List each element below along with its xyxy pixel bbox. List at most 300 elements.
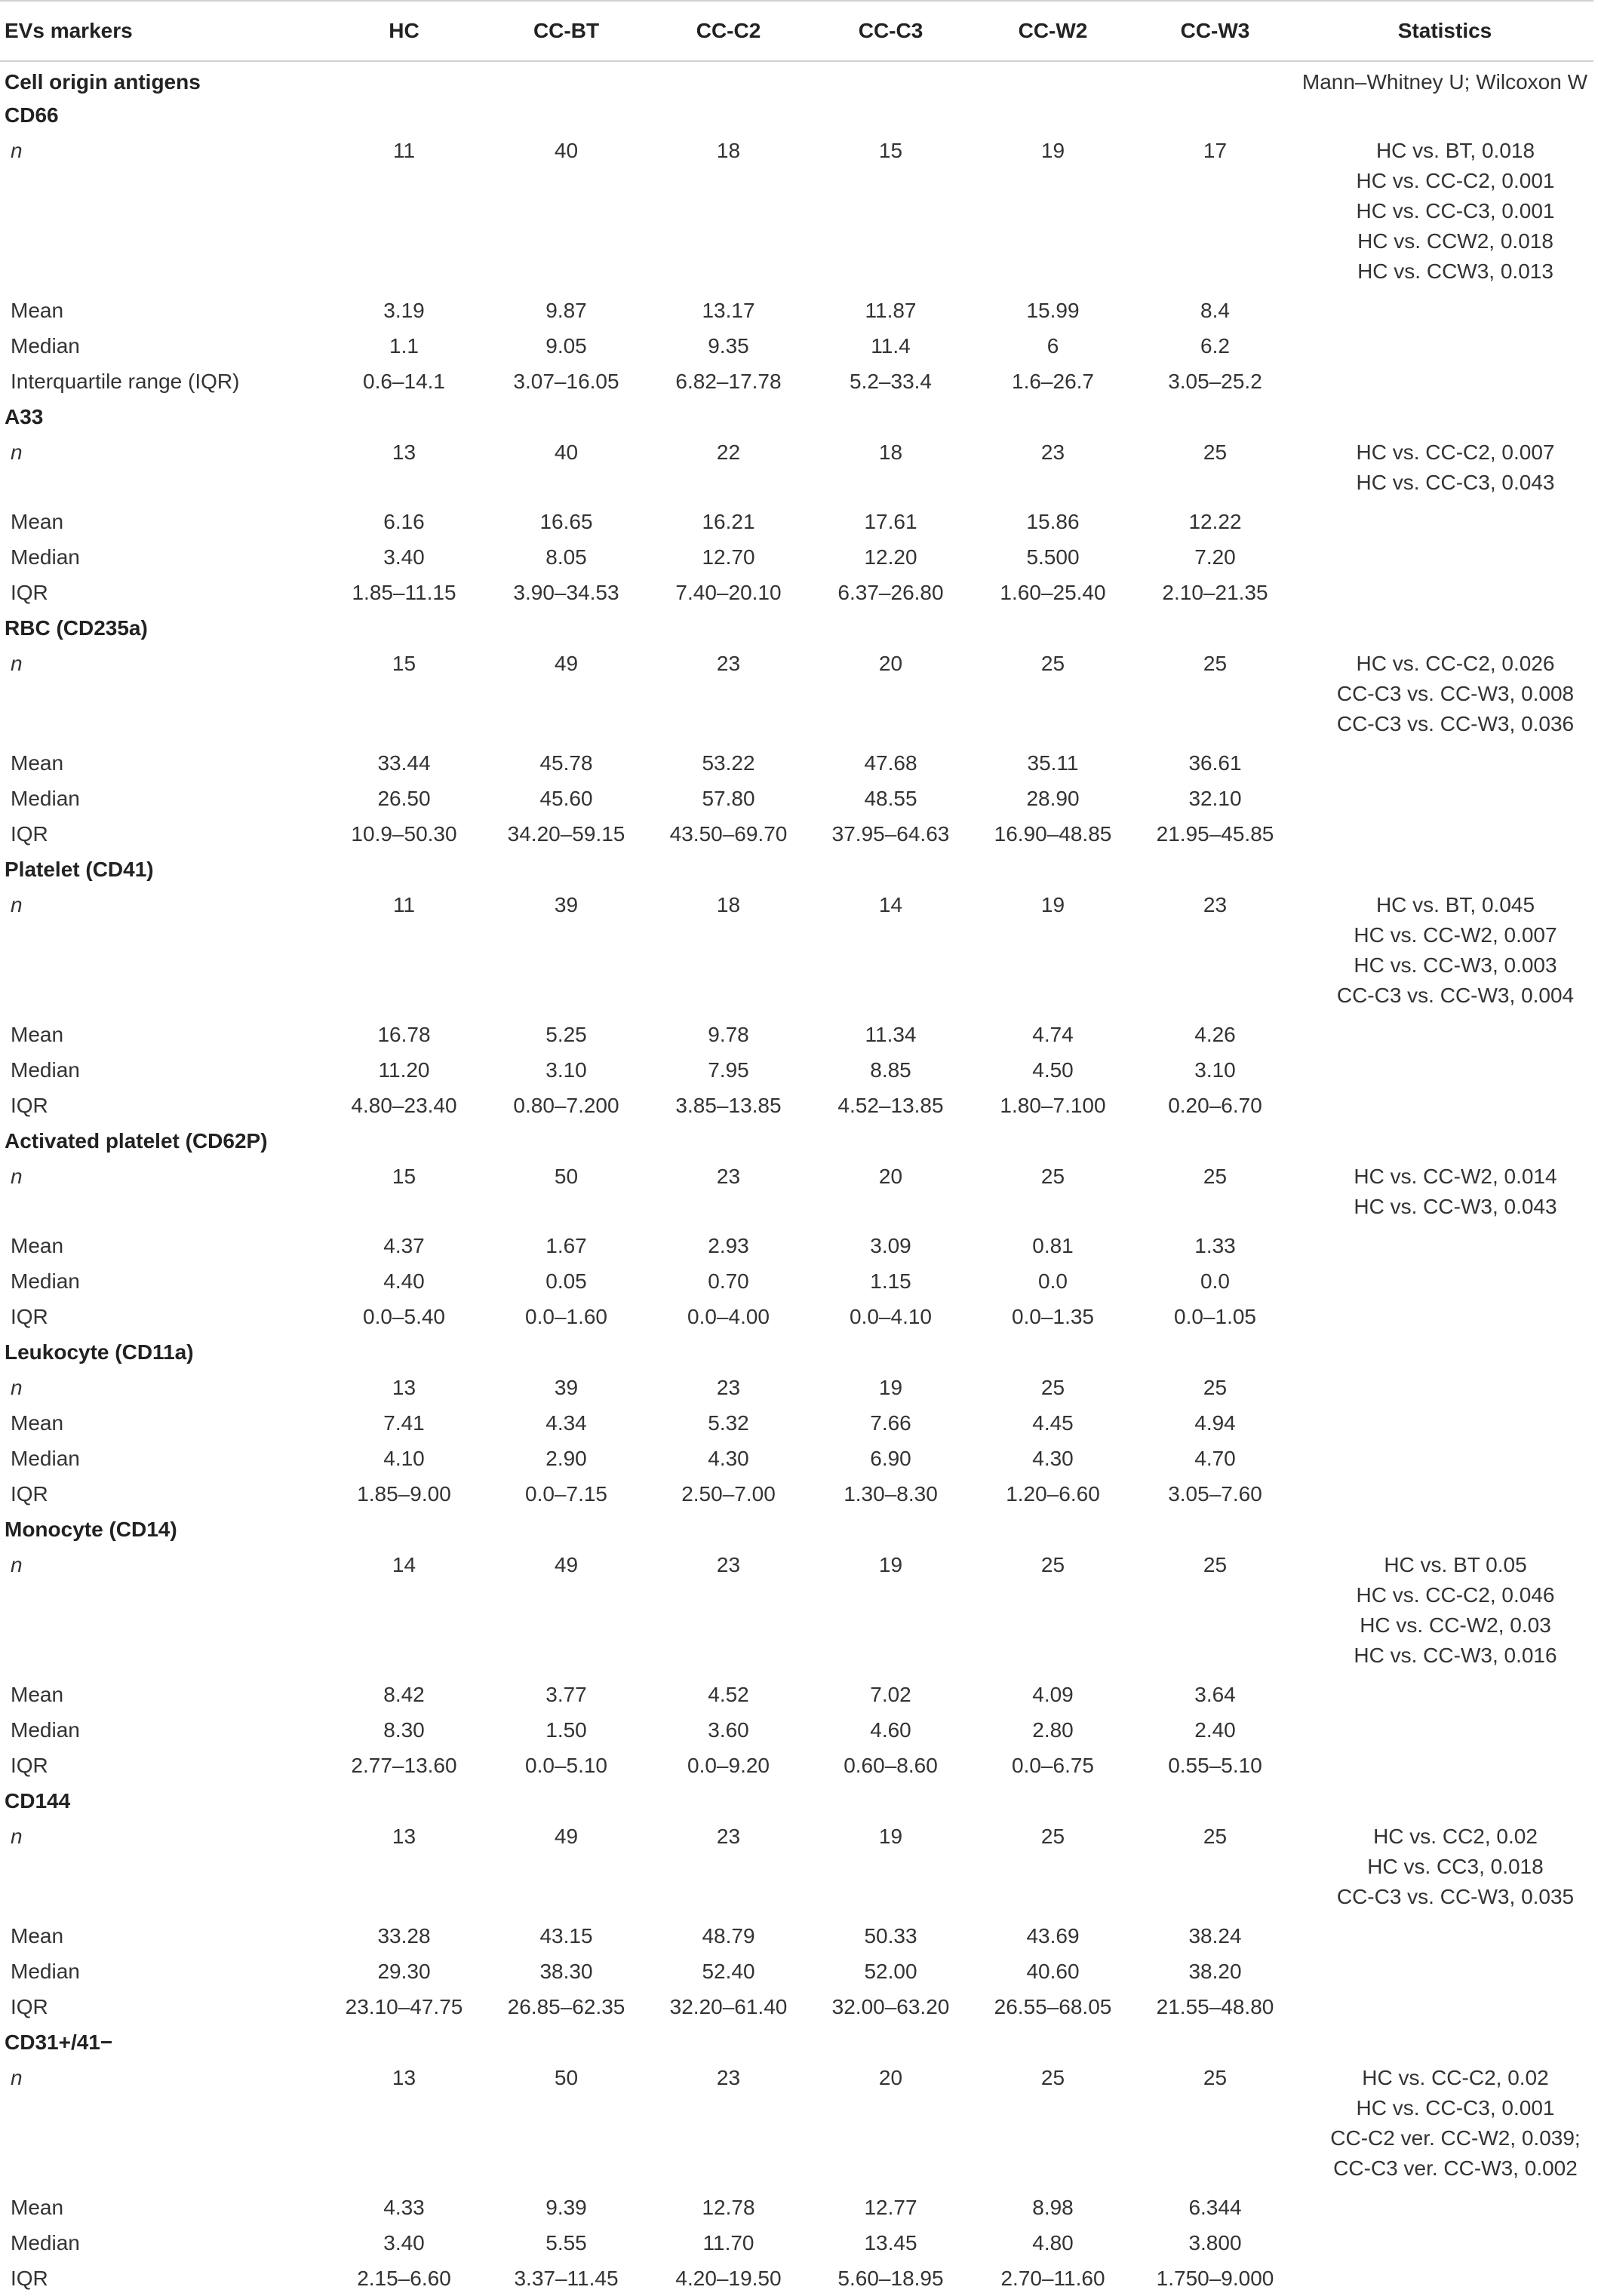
- cell-cc-c2: 0.0–4.00: [687, 1304, 770, 1328]
- table-row: [0, 575, 1593, 610]
- cell-cc-w2: 1.20–6.60: [1006, 1481, 1100, 1506]
- cell-cc-bt: 0.0–5.10: [525, 1753, 607, 1777]
- cell-cc-c3: 0.0–4.10: [850, 1304, 932, 1328]
- statistics-comparison: CC-C3 ver. CC-W3, 0.002: [1333, 2156, 1578, 2180]
- cell-hc: 11.20: [378, 1057, 430, 1082]
- cell-cc-bt: 39: [554, 1375, 579, 1399]
- header-cc-c2: CC-C2: [647, 1, 810, 61]
- row-label-median: Median: [11, 1959, 80, 1983]
- statistics-cell: [1296, 364, 1593, 399]
- cell-cc-w3: 25: [1203, 1553, 1228, 1576]
- marker-group-row: [0, 1783, 1593, 1819]
- cell-hc: 33.28: [377, 1923, 431, 1948]
- cell-cc-c3: 12.77: [864, 2195, 917, 2219]
- table-row: [0, 1547, 1593, 1677]
- marker-name-activated-platelet-cd62p: Activated platelet (CD62P): [5, 1128, 268, 1153]
- cell-cc-w3: 3.64: [1194, 1682, 1236, 1706]
- statistics-cell: [1296, 745, 1593, 781]
- statistics-cell: [1296, 1918, 1593, 1954]
- cell-cc-c2: 23: [716, 1375, 741, 1399]
- cell-cc-c3: 11.4: [871, 333, 911, 358]
- cell-cc-bt: 3.77: [545, 1682, 587, 1706]
- cell-cc-bt: 8.05: [545, 545, 587, 569]
- cell-cc-w3: 25: [1203, 652, 1228, 675]
- table-row: [0, 1017, 1593, 1052]
- row-label-median: Median: [11, 2230, 80, 2255]
- cell-cc-c3: 32.00–63.20: [831, 1994, 950, 2018]
- cell-cc-w2: 1.60–25.40: [1000, 580, 1106, 604]
- table-row: [0, 646, 1593, 745]
- cell-cc-c2: 53.22: [702, 750, 755, 775]
- header-cc-c3: CC-C3: [810, 1, 972, 61]
- statistics-cell: [1296, 887, 1593, 1017]
- marker-group-row: [0, 852, 1593, 887]
- cell-cc-w2: 25: [1040, 1553, 1065, 1576]
- cell-cc-c2: 32.20–61.40: [669, 1994, 788, 2018]
- cell-hc: 13: [392, 1825, 416, 1848]
- cell-cc-c3: 12.20: [864, 545, 917, 569]
- statistics-cell: [1296, 504, 1593, 539]
- cell-cc-c3: 52.00: [864, 1959, 917, 1983]
- table-row: [0, 1748, 1593, 1783]
- table-row: [0, 1405, 1593, 1441]
- cell-cc-c3: 20: [878, 2066, 903, 2089]
- cell-cc-w2: 8.98: [1032, 2195, 1074, 2219]
- cell-hc: 15: [392, 1165, 416, 1188]
- row-label-mean: Mean: [11, 509, 64, 533]
- table-row: [0, 434, 1593, 504]
- statistics-cell: [1296, 1547, 1593, 1677]
- table-row: [0, 1918, 1593, 1954]
- cell-cc-w3: 4.26: [1194, 1022, 1236, 1046]
- cell-cc-w2: 5.500: [1026, 545, 1080, 569]
- cell-cc-c3: 20: [878, 1165, 903, 1188]
- row-label-n: n: [11, 1165, 23, 1188]
- cell-cc-c3: 8.85: [870, 1057, 911, 1082]
- marker-name-cd66: CD66: [5, 103, 59, 127]
- row-label-median: Median: [11, 1269, 80, 1293]
- cell-cc-bt: 0.0–7.15: [525, 1481, 607, 1506]
- cell-cc-w2: 0.0–6.75: [1012, 1753, 1094, 1777]
- cell-hc: 13: [392, 2066, 416, 2089]
- table-row: [0, 1441, 1593, 1476]
- statistics-cell: [1296, 781, 1593, 816]
- header-ev-markers: EVs markers: [0, 1, 323, 61]
- cell-cc-w2: 15.86: [1026, 509, 1080, 533]
- cell-hc: 4.10: [383, 1446, 425, 1470]
- cell-hc: 14: [392, 1553, 416, 1576]
- table-row: [0, 1476, 1593, 1512]
- cell-cc-w3: 12.22: [1188, 509, 1242, 533]
- cell-hc: 13: [392, 1375, 416, 1399]
- row-label-mean: Mean: [11, 1923, 64, 1948]
- table-row: [0, 1677, 1593, 1712]
- table-row: [0, 781, 1593, 816]
- cell-cc-c3: 6.90: [870, 1446, 911, 1470]
- cell-cc-c3: 4.60: [870, 1717, 911, 1742]
- section-statistics-method: Mann–Whitney U; Wilcoxon W: [1301, 70, 1587, 94]
- cell-cc-w2: 35.11: [1027, 750, 1079, 775]
- cell-cc-w2: 2.80: [1032, 1717, 1074, 1742]
- table-row: [0, 133, 1593, 293]
- cell-cc-w2: 4.74: [1032, 1022, 1074, 1046]
- cell-cc-c2: 2.93: [708, 1233, 749, 1257]
- cell-hc: 4.80–23.40: [351, 1093, 457, 1117]
- cell-cc-w2: 1.6–26.7: [1012, 369, 1094, 393]
- section-row: [0, 61, 1593, 97]
- cell-cc-c3: 4.52–13.85: [837, 1093, 944, 1117]
- cell-cc-w2: 4.30: [1032, 1446, 1074, 1470]
- cell-cc-c2: 7.95: [708, 1057, 749, 1082]
- statistics-cell: [1296, 575, 1593, 610]
- cell-cc-w2: 2.70–11.60: [1000, 2266, 1105, 2290]
- cell-cc-w2: 0.0–1.35: [1012, 1304, 1094, 1328]
- cell-cc-c2: 7.40–20.10: [675, 580, 782, 604]
- cell-cc-w3: 7.20: [1194, 545, 1236, 569]
- cell-cc-c3: 3.09: [870, 1233, 911, 1257]
- statistics-cell: [1296, 1088, 1593, 1123]
- header-hc: HC: [323, 1, 485, 61]
- cell-cc-c2: 43.50–69.70: [669, 821, 788, 846]
- statistics-comparison: CC-C3 vs. CC-W3, 0.004: [1336, 984, 1575, 1007]
- table-row: [0, 364, 1593, 399]
- cell-cc-bt: 50: [554, 1165, 579, 1188]
- statistics-comparison: CC-C3 vs. CC-W3, 0.035: [1336, 1885, 1575, 1908]
- table-row: [0, 745, 1593, 781]
- table-body: [0, 61, 1593, 2296]
- table-row: [0, 816, 1593, 852]
- cell-cc-c3: 11.87: [865, 298, 917, 322]
- statistics-comparison: CC-C2 ver. CC-W2, 0.039;: [1330, 2126, 1581, 2150]
- table-row: [0, 1159, 1593, 1228]
- cell-hc: 0.0–5.40: [363, 1304, 445, 1328]
- statistics-cell: [1296, 646, 1593, 745]
- statistics-cell: [1296, 2225, 1593, 2261]
- cell-hc: 0.6–14.1: [363, 369, 445, 393]
- cell-cc-bt: 38.30: [539, 1959, 593, 1983]
- cell-cc-c3: 0.60–8.60: [844, 1753, 938, 1777]
- cell-cc-w3: 0.0–1.05: [1174, 1304, 1256, 1328]
- cell-hc: 4.40: [383, 1269, 425, 1293]
- cell-cc-bt: 3.90–34.53: [513, 580, 619, 604]
- row-label-iqr: IQR: [11, 1304, 48, 1328]
- cell-cc-c3: 7.66: [870, 1410, 911, 1435]
- cell-cc-bt: 2.90: [545, 1446, 587, 1470]
- row-label-n: n: [11, 1553, 23, 1576]
- cell-cc-c2: 9.35: [708, 333, 749, 358]
- cell-cc-w3: 38.20: [1188, 1959, 1242, 1983]
- cell-cc-c2: 11.70: [702, 2230, 754, 2255]
- cell-cc-c2: 6.82–17.78: [675, 369, 782, 393]
- cell-cc-bt: 45.60: [539, 786, 593, 810]
- cell-cc-w2: 4.80: [1032, 2230, 1074, 2255]
- cell-cc-w3: 3.10: [1194, 1057, 1236, 1082]
- statistics-comparison: HC vs. BT 0.05: [1384, 1553, 1527, 1576]
- cell-cc-bt: 49: [554, 652, 579, 675]
- cell-hc: 23.10–47.75: [345, 1994, 463, 2018]
- cell-cc-w3: 25: [1203, 1825, 1228, 1848]
- row-label-mean: Mean: [11, 1410, 64, 1435]
- cell-hc: 16.78: [377, 1022, 431, 1046]
- cell-cc-w2: 19: [1040, 893, 1065, 916]
- statistics-cell: [1296, 1954, 1593, 1989]
- table-row: [0, 2261, 1593, 2296]
- cell-hc: 4.33: [383, 2195, 425, 2219]
- statistics-comparison: HC vs. CC-C3, 0.043: [1356, 471, 1555, 494]
- row-label-iqr: IQR: [11, 1093, 48, 1117]
- row-label-n: n: [11, 893, 23, 916]
- cell-cc-c3: 19: [878, 1375, 903, 1399]
- row-label-mean: Mean: [11, 1022, 64, 1046]
- row-label-mean: Mean: [11, 298, 64, 322]
- cell-cc-w2: 6: [1046, 333, 1059, 358]
- cell-hc: 33.44: [377, 750, 431, 775]
- cell-cc-w2: 43.69: [1026, 1923, 1080, 1948]
- statistics-cell: [1296, 1263, 1593, 1299]
- statistics-cell: [1296, 2190, 1593, 2225]
- cell-cc-w3: 8.4: [1200, 298, 1230, 322]
- statistics-cell: [1296, 1228, 1593, 1263]
- statistics-cell: [1296, 434, 1593, 504]
- cell-cc-w2: 25: [1040, 1165, 1065, 1188]
- marker-name-platelet-cd41: Platelet (CD41): [5, 857, 154, 881]
- cell-cc-c3: 20: [878, 652, 903, 675]
- cell-cc-c2: 48.79: [702, 1923, 755, 1948]
- statistics-comparison: HC vs. CCW2, 0.018: [1357, 229, 1553, 253]
- cell-cc-c2: 13.17: [702, 298, 755, 322]
- cell-cc-bt: 3.10: [545, 1057, 587, 1082]
- cell-hc: 3.19: [383, 298, 425, 322]
- statistics-cell: [1296, 816, 1593, 852]
- table-row: [0, 328, 1593, 364]
- header-cc-w2: CC-W2: [972, 1, 1134, 61]
- cell-cc-bt: 39: [554, 893, 579, 916]
- table-row: [0, 1370, 1593, 1405]
- cell-cc-c3: 5.2–33.4: [850, 369, 932, 393]
- statistics-cell: [1296, 1748, 1593, 1783]
- statistics-comparison: HC vs. CC-C2, 0.02: [1362, 2066, 1549, 2089]
- statistics-comparison: HC vs. CC-W3, 0.043: [1354, 1195, 1557, 1218]
- cell-cc-w3: 38.24: [1188, 1923, 1242, 1948]
- cell-cc-c2: 52.40: [702, 1959, 755, 1983]
- statistics-cell: [1296, 1712, 1593, 1748]
- cell-cc-w3: 0.55–5.10: [1168, 1753, 1262, 1777]
- marker-name-leukocyte-cd11a: Leukocyte (CD11a): [5, 1340, 194, 1364]
- cell-cc-w2: 1.80–7.100: [1000, 1093, 1106, 1117]
- cell-cc-c2: 22: [716, 440, 741, 464]
- marker-group-row: [0, 610, 1593, 646]
- cell-cc-w3: 36.61: [1188, 750, 1242, 775]
- cell-cc-w3: 17: [1203, 139, 1228, 162]
- cell-cc-c2: 23: [716, 1165, 741, 1188]
- marker-group-row: [0, 2024, 1593, 2060]
- row-label-median: Median: [11, 333, 80, 358]
- marker-group-row: [0, 1512, 1593, 1547]
- cell-cc-c2: 9.78: [708, 1022, 749, 1046]
- cell-cc-w2: 4.50: [1032, 1057, 1074, 1082]
- statistics-comparison: HC vs. CC-C3, 0.001: [1356, 199, 1555, 223]
- statistics-cell: [1296, 133, 1593, 293]
- cell-cc-w2: 25: [1040, 1825, 1065, 1848]
- cell-cc-bt: 40: [554, 139, 579, 162]
- cell-cc-w2: 26.55–68.05: [994, 1994, 1112, 2018]
- cell-cc-bt: 9.05: [545, 333, 587, 358]
- cell-cc-c2: 23: [716, 1553, 741, 1576]
- row-label-iqr: IQR: [11, 1753, 48, 1777]
- cell-cc-c2: 16.21: [702, 509, 755, 533]
- cell-cc-w3: 3.800: [1188, 2230, 1242, 2255]
- cell-cc-w3: 23: [1203, 893, 1228, 916]
- marker-name-cd144: CD144: [5, 1788, 71, 1813]
- table-row: [0, 2060, 1593, 2190]
- cell-cc-c3: 7.02: [870, 1682, 911, 1706]
- cell-cc-w2: 28.90: [1026, 786, 1080, 810]
- cell-hc: 2.77–13.60: [351, 1753, 457, 1777]
- cell-cc-bt: 0.80–7.200: [513, 1093, 619, 1117]
- marker-name-cd31-41: CD31+/41−: [5, 2030, 113, 2054]
- cell-cc-w3: 0.20–6.70: [1168, 1093, 1262, 1117]
- cell-cc-w2: 19: [1040, 139, 1065, 162]
- statistics-comparison: HC vs. CC-W3, 0.003: [1354, 953, 1557, 977]
- statistics-comparison: HC vs. BT, 0.018: [1375, 139, 1535, 162]
- cell-cc-c2: 23: [716, 1825, 741, 1848]
- cell-cc-bt: 9.87: [545, 298, 587, 322]
- table-row: [0, 539, 1593, 575]
- cell-cc-w2: 25: [1040, 1375, 1065, 1399]
- cell-hc: 1.85–11.15: [352, 580, 456, 604]
- row-label-iqr: IQR: [11, 580, 48, 604]
- cell-cc-bt: 49: [554, 1825, 579, 1848]
- statistics-cell: [1296, 1677, 1593, 1712]
- cell-cc-c2: 2.50–7.00: [681, 1481, 776, 1506]
- statistics-comparison: HC vs. CC2, 0.02: [1373, 1825, 1538, 1848]
- cell-hc: 29.30: [377, 1959, 431, 1983]
- cell-cc-bt: 5.55: [545, 2230, 587, 2255]
- row-label-n: n: [11, 2066, 23, 2089]
- cell-hc: 3.40: [383, 545, 425, 569]
- cell-cc-w3: 21.95–45.85: [1156, 821, 1274, 846]
- header-cc-w3: CC-W3: [1134, 1, 1296, 61]
- statistics-cell: [1296, 328, 1593, 364]
- table-row: [0, 1088, 1593, 1123]
- cell-hc: 1.1: [389, 333, 419, 358]
- row-label-mean: Mean: [11, 1682, 64, 1706]
- statistics-comparison: HC vs. CC-C2, 0.001: [1356, 169, 1555, 192]
- statistics-cell: [1296, 1370, 1593, 1405]
- statistics-cell: [1296, 1159, 1593, 1228]
- statistics-cell: [1296, 1405, 1593, 1441]
- statistics-comparison: CC-C3 vs. CC-W3, 0.036: [1336, 712, 1575, 735]
- header-cc-bt: CC-BT: [485, 1, 647, 61]
- cell-cc-w3: 25: [1203, 440, 1228, 464]
- row-label-mean: Mean: [11, 1233, 64, 1257]
- statistics-comparison: HC vs. CC-W2, 0.014: [1354, 1165, 1557, 1188]
- cell-cc-c2: 12.78: [702, 2195, 755, 2219]
- cell-cc-bt: 45.78: [539, 750, 593, 775]
- cell-cc-c3: 18: [878, 440, 903, 464]
- statistics-cell: [1296, 2060, 1593, 2190]
- cell-cc-w2: 4.09: [1032, 1682, 1074, 1706]
- cell-cc-c2: 0.0–9.20: [687, 1753, 770, 1777]
- row-label-n: n: [11, 1825, 23, 1848]
- statistics-comparison: HC vs. CC-W3, 0.016: [1354, 1644, 1557, 1667]
- statistics-cell: [1296, 1476, 1593, 1512]
- cell-cc-bt: 43.15: [539, 1923, 593, 1948]
- cell-hc: 2.15–6.60: [357, 2266, 451, 2290]
- cell-cc-c3: 6.37–26.80: [837, 580, 944, 604]
- cell-cc-c3: 14: [878, 893, 903, 916]
- cell-cc-bt: 0.05: [545, 1269, 587, 1293]
- row-label-median: Median: [11, 786, 80, 810]
- table-row: [0, 293, 1593, 328]
- row-label-median: Median: [11, 1446, 80, 1470]
- row-label-median: Median: [11, 1057, 80, 1082]
- table-row: [0, 2225, 1593, 2261]
- row-label-iqr: IQR: [11, 1994, 48, 2018]
- cell-cc-bt: 3.07–16.05: [513, 369, 619, 393]
- statistics-comparison: HC vs. CC3, 0.018: [1367, 1855, 1544, 1878]
- cell-cc-w3: 4.70: [1194, 1446, 1236, 1470]
- statistics-cell: [1296, 1017, 1593, 1052]
- cell-cc-bt: 3.37–11.45: [514, 2266, 619, 2290]
- statistics-cell: [1296, 1819, 1593, 1918]
- marker-name-monocyte-cd14: Monocyte (CD14): [5, 1517, 177, 1541]
- row-label-iqr: Interquartile range (IQR): [11, 369, 240, 393]
- cell-cc-bt: 50: [554, 2066, 579, 2089]
- statistics-cell: [1296, 1441, 1593, 1476]
- statistics-comparison: HC vs. CCW3, 0.013: [1357, 259, 1553, 283]
- cell-cc-c3: 5.60–18.95: [837, 2266, 944, 2290]
- cell-cc-c2: 5.32: [708, 1410, 749, 1435]
- cell-cc-bt: 1.50: [545, 1717, 587, 1742]
- table-row: [0, 1819, 1593, 1918]
- cell-cc-c2: 18: [716, 893, 741, 916]
- statistics-comparison: HC vs. CC-C3, 0.001: [1356, 2096, 1555, 2120]
- statistics-cell: [1296, 539, 1593, 575]
- cell-cc-w3: 25: [1203, 1165, 1228, 1188]
- row-label-n: n: [11, 1375, 23, 1399]
- row-label-n: n: [11, 440, 23, 464]
- cell-cc-w3: 25: [1203, 2066, 1228, 2089]
- cell-cc-w3: 3.05–25.2: [1168, 369, 1262, 393]
- cell-cc-bt: 26.85–62.35: [507, 1994, 625, 2018]
- statistics-cell: [1296, 1989, 1593, 2024]
- cell-cc-c3: 50.33: [864, 1923, 917, 1948]
- cell-hc: 8.30: [383, 1717, 425, 1742]
- statistics-comparison: CC-C3 vs. CC-W3, 0.008: [1336, 682, 1575, 705]
- statistics-comparison: HC vs. CC-C2, 0.026: [1356, 652, 1555, 675]
- cell-cc-w2: 15.99: [1026, 298, 1080, 322]
- cell-cc-c3: 13.45: [864, 2230, 917, 2255]
- cell-hc: 11: [392, 893, 416, 916]
- row-label-mean: Mean: [11, 750, 64, 775]
- cell-cc-w2: 16.90–48.85: [994, 821, 1112, 846]
- cell-cc-w3: 2.40: [1194, 1717, 1236, 1742]
- table-row: [0, 887, 1593, 1017]
- cell-cc-bt: 40: [554, 440, 579, 464]
- header-statistics: Statistics: [1296, 1, 1593, 61]
- cell-cc-c2: 12.70: [702, 545, 755, 569]
- cell-cc-c3: 37.95–64.63: [831, 821, 950, 846]
- statistics-cell: [1296, 293, 1593, 328]
- cell-cc-c2: 3.60: [708, 1717, 749, 1742]
- cell-cc-w2: 25: [1040, 2066, 1065, 2089]
- cell-cc-bt: 49: [554, 1553, 579, 1576]
- cell-cc-bt: 1.67: [545, 1233, 587, 1257]
- table-row: [0, 2190, 1593, 2225]
- cell-cc-c2: 23: [716, 652, 741, 675]
- statistics-comparison: HC vs. BT, 0.045: [1375, 893, 1535, 916]
